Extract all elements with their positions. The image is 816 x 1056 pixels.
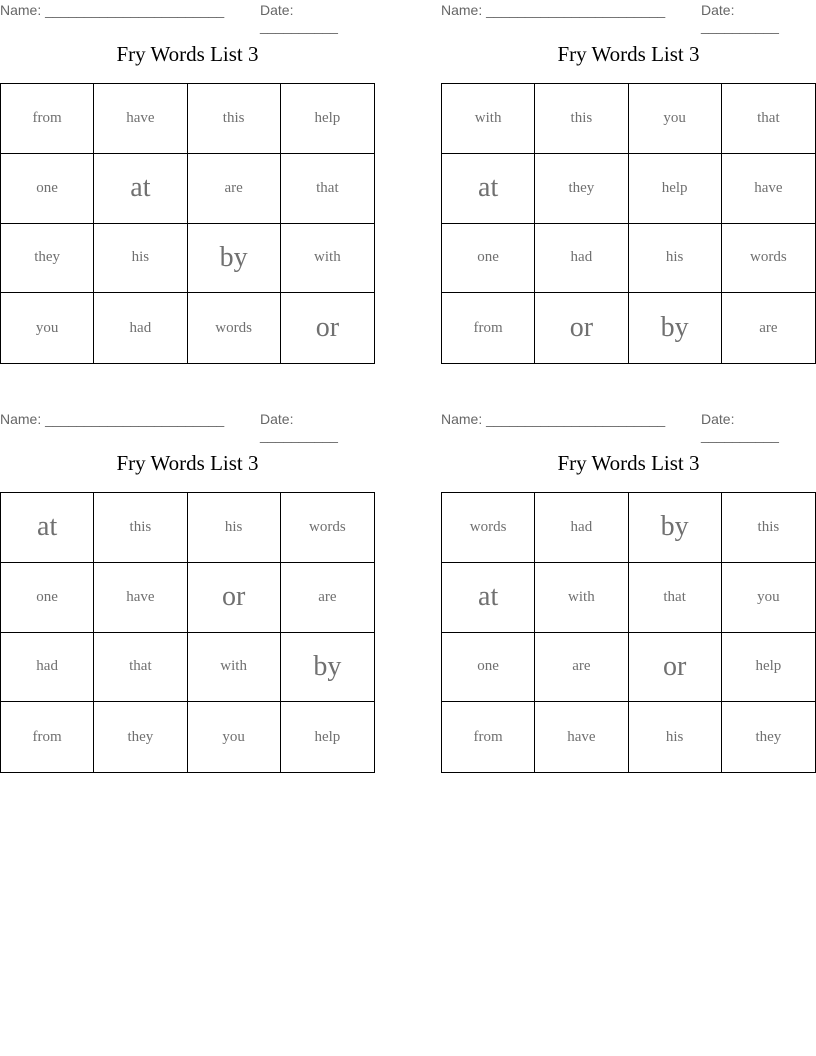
word-cell: have (722, 154, 815, 224)
word-cell: with (442, 84, 535, 154)
card-title: Fry Words List 3 (557, 451, 700, 475)
name-field: Name: _______________________ (0, 411, 225, 427)
word-cell: you (1, 293, 94, 363)
word-cell: at (442, 563, 535, 633)
word-cell: from (1, 84, 94, 154)
name-field: Name: _______________________ (441, 411, 666, 427)
word-cell: at (442, 154, 535, 224)
word-cell: had (1, 633, 94, 703)
word-cell: or (535, 293, 628, 363)
date-field: Date: __________ (701, 2, 779, 34)
word-cell: had (94, 293, 187, 363)
word-cell: help (629, 154, 722, 224)
word-grid (441, 492, 816, 773)
word-cell: words (188, 293, 281, 363)
word-cell: are (281, 563, 374, 633)
card-title: Fry Words List 3 (116, 451, 259, 475)
bingo-card (441, 0, 816, 380)
word-cell: this (535, 84, 628, 154)
word-cell: one (442, 633, 535, 703)
word-cell: this (94, 493, 187, 563)
word-cell: his (94, 224, 187, 294)
word-cell: that (722, 84, 815, 154)
word-cell: that (281, 154, 374, 224)
header-fields (441, 411, 816, 443)
word-cell: are (535, 633, 628, 703)
word-cell: they (94, 702, 187, 772)
word-cell: his (629, 702, 722, 772)
word-cell: had (535, 493, 628, 563)
word-cell: are (188, 154, 281, 224)
word-cell: by (629, 293, 722, 363)
word-cell: with (535, 563, 628, 633)
bingo-card (0, 0, 375, 380)
word-cell: or (315, 312, 340, 344)
word-cell: words (442, 493, 535, 563)
word-cell: from (1, 702, 94, 772)
word-cell: by (188, 224, 281, 294)
date-field: Date: __________ (260, 411, 338, 443)
word-cell: are (759, 319, 778, 336)
word-cell: at (94, 154, 187, 224)
header-fields (441, 2, 816, 34)
word-cell: or (188, 563, 281, 633)
header-fields (0, 411, 375, 443)
header-fields (0, 2, 375, 34)
bingo-card (441, 409, 816, 789)
word-cell: words (722, 224, 815, 294)
word-cell: with (188, 633, 281, 703)
word-cell: that (629, 563, 722, 633)
word-cell: by (629, 493, 722, 563)
card-title: Fry Words List 3 (557, 42, 700, 66)
name-field: Name: _______________________ (441, 2, 666, 18)
word-cell: words (281, 493, 374, 563)
word-cell: one (1, 563, 94, 633)
word-cell: had (535, 224, 628, 294)
date-field: Date: __________ (701, 411, 779, 443)
word-cell: help (722, 633, 815, 703)
word-cell: his (188, 493, 281, 563)
word-cell: that (94, 633, 187, 703)
word-cell: or (629, 633, 722, 703)
word-cell: one (1, 154, 94, 224)
name-field: Name: _______________________ (0, 2, 225, 18)
word-cell: by (281, 633, 374, 703)
word-cell: have (94, 563, 187, 633)
word-cell: with (281, 224, 374, 294)
word-cell: have (535, 702, 628, 772)
word-cell: help (281, 84, 374, 154)
word-cell: you (722, 563, 815, 633)
word-cell: from (442, 702, 535, 772)
word-cell: his (629, 224, 722, 294)
word-cell: one (442, 224, 535, 294)
word-cell: have (94, 84, 187, 154)
word-cell: you (629, 84, 722, 154)
word-cell: this (722, 493, 815, 563)
word-cell: they (755, 728, 782, 745)
word-cell: this (188, 84, 281, 154)
date-field: Date: __________ (260, 2, 338, 34)
word-cell: at (1, 493, 94, 563)
word-cell: they (535, 154, 628, 224)
card-title: Fry Words List 3 (116, 42, 259, 66)
word-cell: help (314, 728, 341, 745)
word-grid (0, 83, 375, 364)
word-grid (0, 492, 375, 773)
bingo-card (0, 409, 375, 789)
word-grid (441, 83, 816, 364)
word-cell: from (442, 293, 535, 363)
word-cell: you (188, 702, 281, 772)
word-cell: they (1, 224, 94, 294)
